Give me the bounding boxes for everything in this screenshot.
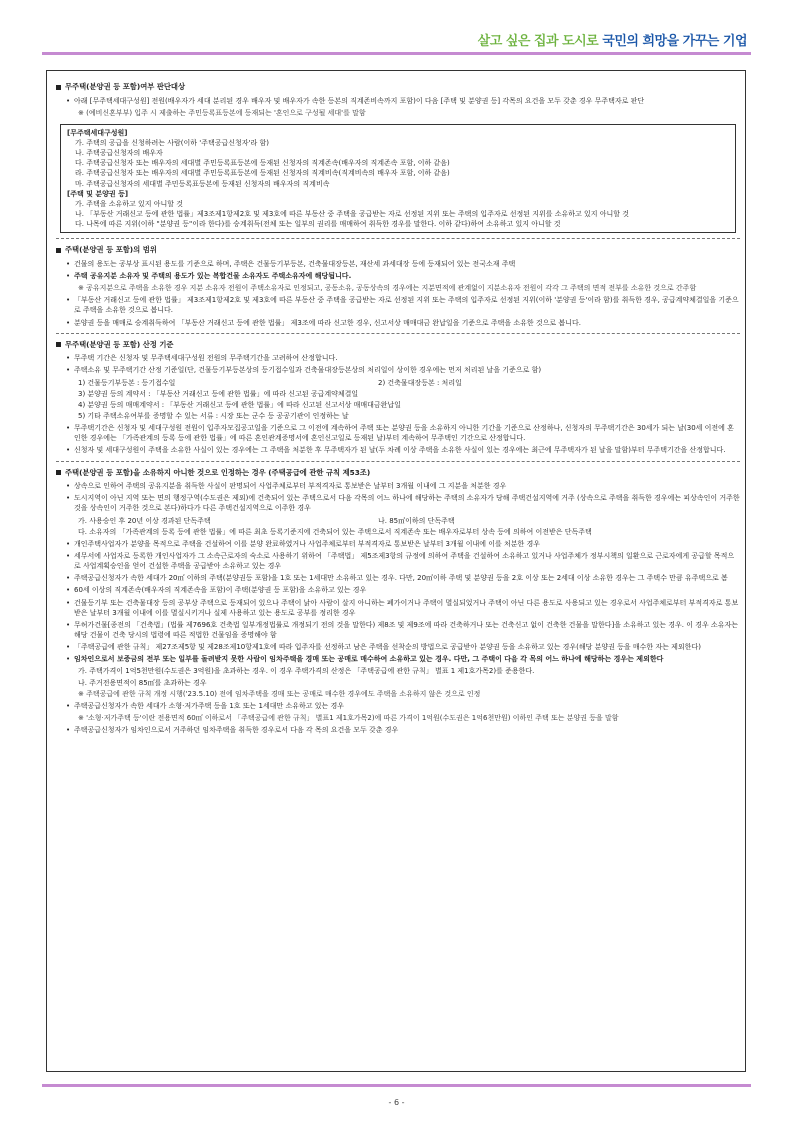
bullet: • 세무서에 사업자로 등록한 개인사업자가 그 소속근로자의 숙소로 사용하기 위하여 「주택법」 제5조제3항의 규정에 의하여 주택을 건설하여 소유하고 있거나 사업주체가 정부시책의 일환으로 근로자에게 공급할 목적으로 사업계획승인을 얻어 건설한 주택을 공급받아 소유하고 있는 경우 (56, 551, 740, 571)
bullet: • 무허가건물[종전의 「건축법」(법률 제7696호 건축법 일부개정법률로 개정되기 전의 것을 말한다) 제8조 및 제9조에 따라 건축하거나 또는 건축신고 없이 건축한 건물을 말한다]을 소유하고 있는 경우. 이 경우 소유자는 해당 건물이 건축 당시의 법령에 따른 적법한 건물임을 증명해야 함 (56, 620, 740, 640)
definition-box (60, 124, 736, 233)
content (56, 76, 740, 737)
note: ※ 공유지분으로 주택을 소유한 경우 지분 소유자 전원이 주택소유자로 인정되고, 공동소유, 공동상속의 경우에는 지분면적에 관계없이 지분소유자 전원이 각각 그 주택의 면적 전부를 소유한 것으로 간주함 (78, 284, 697, 293)
def-item: 가. 주택을 소유하고 있지 아니할 것 (75, 199, 184, 208)
condition-item: 나. 주거전용면적이 85㎡를 초과하는 경우 (78, 678, 207, 687)
square-bullet-icon (56, 248, 61, 253)
section-title: 무주택(분양권 등 포함) 산정 기준 (56, 340, 740, 351)
criteria-row (56, 378, 740, 388)
criteria-item: 5) 기타 주택소유여부를 증명할 수 있는 서류 : 시장 또는 군수 등 공공기관이 인정하는 날 (78, 411, 349, 420)
note: ※ 주택공급에 관한 규칙 개정 시행('23.5.10) 전에 임차주택을 경매 또는 공매로 매수한 경우에도 주택을 소유하지 않은 것으로 인정 (78, 689, 481, 698)
def-item: 가. 주택의 공급을 신청하려는 사람(이하 '주택공급신청자'라 함) (75, 139, 269, 147)
bullet: • 임차인으로서 보증금의 전부 또는 일부를 돌려받지 못한 사람이 임차주택을 경매 또는 공매로 매수하여 소유하고 있는 경우. 다만, 그 주택이 다음 각 목의 어느 하나에 해당하는 경우는 제외한다 (56, 654, 740, 664)
bullet: • 「부동산 거래신고 등에 관한 법률」 제3조제1항제2호 및 제3호에 따른 부동산 중 주택을 공급받는 자로 선정된 지위 또는 주택의 입주자로 선정된 지위(이하 '분양권 등'이라 함)를 취득한 경우, 공급계약체결일을 기준으로 주택을 소유한 것으로 봅니다. (56, 295, 740, 315)
criteria-item: 3) 분양권 등의 계약서 : 「부동산 거래신고 등에 관한 법률」에 따라 신고된 공급계약체결일 (78, 389, 359, 398)
slogan-part1: 살고 싶은 집과 도시로 (477, 34, 603, 49)
note: ※ '소형·저가주택 등'이란 전용면적 60㎡ 이하로서 「주택공급에 관한 규칙」 별표1 제1호가목2)에 따른 가격이 1억원(수도권은 1억6천만원) 이하인 주택 또는 분양권 등을 말함 (78, 713, 619, 722)
divider (56, 461, 740, 462)
def-item: 나. 주택공급신청자의 배우자 (75, 149, 163, 158)
bullet: • 아래 [무주택세대구성원] 전원(배우자가 세대 분리된 경우 배우자 및 배우자가 속한 등본의 직계존비속까지 포함)이 다음 [주택 및 분양권 등] 각목의 요건을 모두 갖춘 경우 무주택자로 판단 (56, 96, 740, 106)
note: ※ (예비신혼부부) 입주 시 제출하는 주민등록표등본에 등재되는 '혼인으로 구성될 세대'를 말함 (78, 108, 366, 117)
square-bullet-icon (56, 342, 61, 347)
def-item: 다. 나목에 따른 지위(이하 "분양권 등"이라 한다)를 승계취득(전체 또는 일부의 권리를 매매하여 취득한 경우를 말한다. 이하 같다)하여 소유하고 있지 아니할 것 (75, 220, 561, 229)
bullet: • 주택공급신청자가 속한 세대가 소형·저가주택 등을 1호 또는 1세대만 소유하고 있는 경우 (56, 701, 740, 711)
condition-row (56, 516, 740, 526)
page-number: - 6 - (388, 1098, 405, 1107)
def-title: [주택 및 분양권 등] (67, 189, 129, 198)
def-item: 다. 주택공급신청자 또는 배우자의 세대별 주민등록표등본에 등재된 신청자의 직계존속(배우자의 직계존속 포함, 이하 같음) (75, 159, 450, 168)
bullet: • 주택공급신청자가 임차인으로서 거주하던 임차주택을 취득한 경우로서 다음 각 목의 요건을 모두 갖춘 경우 (56, 725, 740, 735)
bullet: • 무주택기간은 신청자 및 세대구성원 전원이 입주자모집공고일을 기준으로 그 이전에 계속하여 주택 또는 분양권 등을 소유하지 아니한 기간을 기준으로 산정하나, 신청자의 무주택기간은 30세가 되는 날(30세 이전에 혼인한 경우에는 「가족관계의 등록 등에 관한 법률」에 따른 혼인관계증명서에 혼인신고일로 등재된 날)부터 계속하여 무주택인 기간으로 산정합니다. (56, 423, 740, 443)
condition-item: 다. 소유자의 「가족관계의 등록 등에 관한 법률」에 따른 최초 등록기준지에 건축되어 있는 주택으로서 직계존속 또는 배우자로부터 상속 등에 의하여 이전받은 단독주택 (78, 527, 592, 536)
bullet: • 주택 공유지분 소유자 및 주택의 용도가 있는 복합건물 소유자도 주택소유자에 해당됩니다. (56, 271, 740, 281)
bullet: • 「주택공급에 관한 규칙」 제27조제5항 및 제28조제10항제1호에 따라 입주자를 선정하고 남은 주택을 선착순의 방법으로 공급받아 분양권 등을 소유하고 있는 경우(해당 분양권 등을 매수한 자는 제외한다) (56, 642, 740, 652)
slogan-part2: 국민의 희망을 가꾸는 기업 (602, 34, 747, 49)
condition-item: 가. 주택가격이 1억5천만원(수도권은 3억원)을 초과하는 경우. 이 경우 주택가격의 산정은 「주택공급에 관한 규칙」 별표 1 제1호가목2)를 준용한다. (78, 667, 535, 676)
bullet: • 60세 이상의 직계존속(배우자의 직계존속을 포함)이 주택(분양권 등 포함)을 소유하고 있는 경우 (56, 585, 740, 595)
square-bullet-icon (56, 85, 61, 90)
criteria-item: 1) 건물등기부등본 : 등기접수일 (78, 378, 176, 387)
bullet: • 무주택 기간은 신청자 및 무주택세대구성원 전원의 무주택기간을 고려하여 산정합니다. (56, 353, 740, 363)
condition-item: 나. 85㎡이하의 단독주택 (378, 516, 455, 525)
square-bullet-icon (56, 470, 61, 475)
condition-item: 가. 사용승인 후 20년 이상 경과된 단독주택 (78, 516, 211, 525)
def-item: 나. 「부동산 거래신고 등에 관한 법률」제3조제1항제2호 및 제3호에 따른 부동산 중 주택을 공급받는 자로 선정된 지위 또는 주택의 입주자로 선정된 지위를 소유하고 있지 아니할 것 (75, 209, 630, 218)
criteria-item: 4) 분양권 등의 매매계약서 : 「부동산 거래신고 등에 관한 법률」에 따라 신고된 신고서상 매매대금완납일 (78, 400, 401, 409)
bullet: • 주택소유 및 무주택기간 산정 기준일(단, 건물등기부등본상의 등기접수일과 건축물대장등본상의 처리일이 상이한 경우에는 먼저 처리된 날을 기준으로 함) (56, 365, 740, 375)
bullet: • 주택공급신청자가 속한 세대가 20㎡ 이하의 주택(분양권등 포함)을 1호 또는 1세대만 소유하고 있는 경우. 다만, 20㎡이하 주택 및 분양권 등을 2호 이상 또는 2세대 이상 소유한 경우는 그 주택수 만큼 유주택으로 봄 (56, 573, 740, 583)
bullet: • 신청자 및 세대구성원이 주택을 소유한 사실이 있는 경우에는 그 주택을 처분한 후 무주택자가 된 날(두 차례 이상 주택을 소유한 사실이 있는 경우에는 최근에 무주택자가 된 날을 말함)부터 무주택기간을 산정합니다. (56, 445, 740, 455)
bullet: • 개인주택사업자가 분양을 목적으로 주택을 건설하여 이를 분양 완료하였거나 사업주체로부터 부적격자로 통보받은 날부터 3개월 이내에 이를 처분한 경우 (56, 539, 740, 549)
def-item: 라. 주택공급신청자 또는 배우자의 세대별 주민등록표등본에 등재된 신청자의 직계비속(직계비속의 배우자 포함, 이하 같음) (75, 169, 450, 178)
bottom-rule (42, 1084, 751, 1087)
bullet: • 건물등기부 또는 건축물대장 등의 공부상 주택으로 등재되어 있으나 주택이 낡아 사람이 살지 아니하는 폐가이거나 주택이 멸실되었거나 주택이 아닌 다른 용도로 사용되고 있는 경우로서 사업주체로부터 부적격자로 통보받은 날부터 3개월 이내에 이를 멸실시키거나 실제 사용하고 있는 용도로 공부를 정리한 경우 (56, 598, 740, 618)
top-rule (42, 52, 751, 55)
bullet: • 상속으로 인하여 주택의 공유지분을 취득한 사실이 판명되어 사업주체로부터 부적격자로 통보받은 날부터 3개월 이내에 그 지분을 처분한 경우 (56, 481, 740, 491)
divider (56, 238, 740, 239)
bullet: • 건물의 용도는 공부상 표시된 용도를 기준으로 하며, 주택은 건물등기부등본, 건축물대장등본, 재산세 과세대장 등에 등재되어 있는 전국소재 주택 (56, 259, 740, 269)
bullet: • 분양권 등을 매매로 승계취득하여 「부동산 거래신고 등에 관한 법률」 제3조에 따라 신고한 경우, 신고서상 매매대금 완납일을 기준으로 주택을 소유한 것으로 봅니다. (56, 318, 740, 328)
section-title: 주택(분양권 등 포함)을 소유하지 아니한 것으로 인정하는 경우 (주택공급에 관한 규칙 제53조) (56, 468, 740, 479)
section-title: 무주택(분양권 등 포함)여부 판단대상 (56, 82, 740, 93)
criteria-item: 2) 건축물대장등본 : 처리일 (378, 378, 462, 387)
section-title: 주택(분양권 등 포함)의 범위 (56, 245, 740, 256)
divider (56, 333, 740, 334)
def-title: [무주택세대구성원] (67, 128, 128, 137)
def-item: 마. 주택공급신청자의 세대별 주민등록표등본에 등재된 신청자의 배우자의 직계비속 (75, 179, 330, 188)
bullet: • 도시지역이 아닌 지역 또는 면의 행정구역(수도권은 제외)에 건축되어 있는 주택으로서 다음 각목의 어느 하나에 해당하는 주택의 소유자가 당해 주택건설지역에 거주 (상속으로 주택을 취득한 경우에는 피상속인이 거주한 것을 상속인이 거주한 것으로 본다)하다가 다른 주택건설지역으로 이주한 경우 (56, 493, 740, 513)
header-slogan (478, 30, 747, 49)
